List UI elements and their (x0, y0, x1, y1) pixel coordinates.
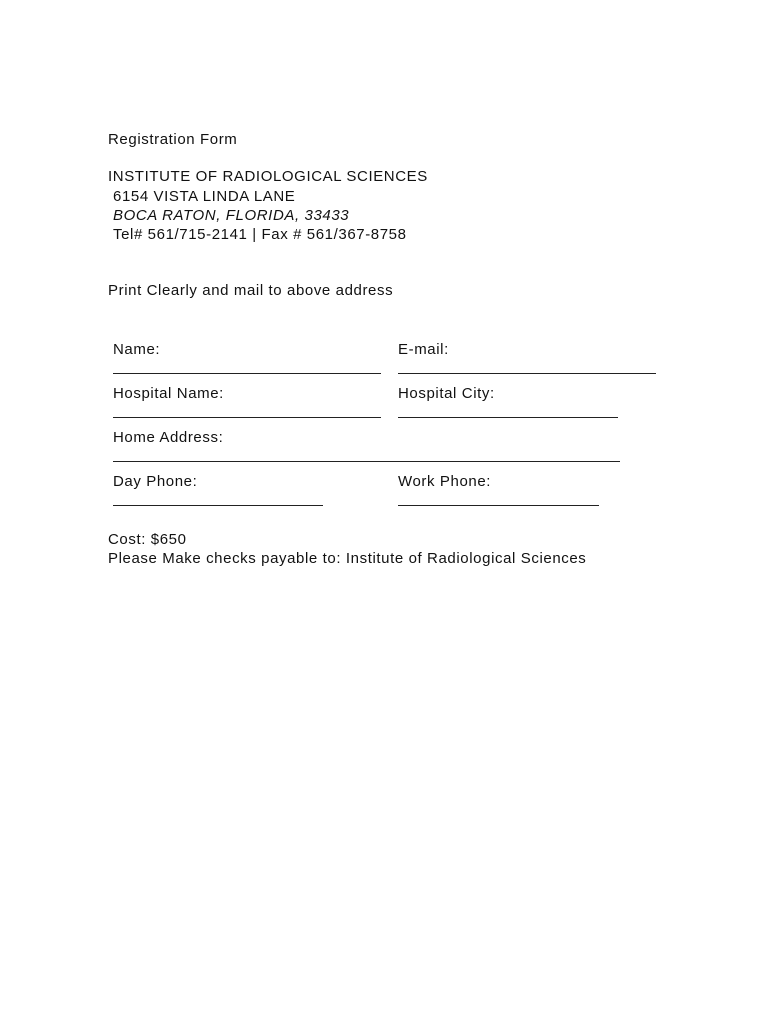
email-label: E-mail: (398, 341, 449, 358)
name-blank-line (113, 373, 381, 374)
institute-contact-line: Tel# 561/715-2141 | Fax # 561/367-8758 (113, 226, 407, 243)
cost-text: Cost: $650 (108, 531, 187, 548)
hospital-name-blank-line (113, 417, 381, 418)
institute-city-line: BOCA RATON, FLORIDA, 33433 (113, 207, 350, 224)
home-address-label: Home Address: (113, 429, 224, 446)
work-phone-blank-line (398, 505, 599, 506)
home-address-blank-line (113, 461, 620, 462)
hospital-city-label: Hospital City: (398, 385, 495, 402)
institute-name: INSTITUTE OF RADIOLOGICAL SCIENCES (108, 168, 428, 185)
work-phone-label: Work Phone: (398, 473, 492, 490)
hospital-city-blank-line (398, 417, 618, 418)
payable-note: Please Make checks payable to: Institute of Radiological Sciences (108, 550, 587, 567)
institute-street: 6154 VISTA LINDA LANE (113, 188, 296, 205)
day-phone-label: Day Phone: (113, 473, 198, 490)
form-title: Registration Form (108, 131, 238, 148)
email-blank-line (398, 373, 656, 374)
hospital-name-label: Hospital Name: (113, 385, 224, 402)
instructions-text: Print Clearly and mail to above address (108, 282, 394, 299)
day-phone-blank-line (113, 505, 323, 506)
name-label: Name: (113, 341, 161, 358)
